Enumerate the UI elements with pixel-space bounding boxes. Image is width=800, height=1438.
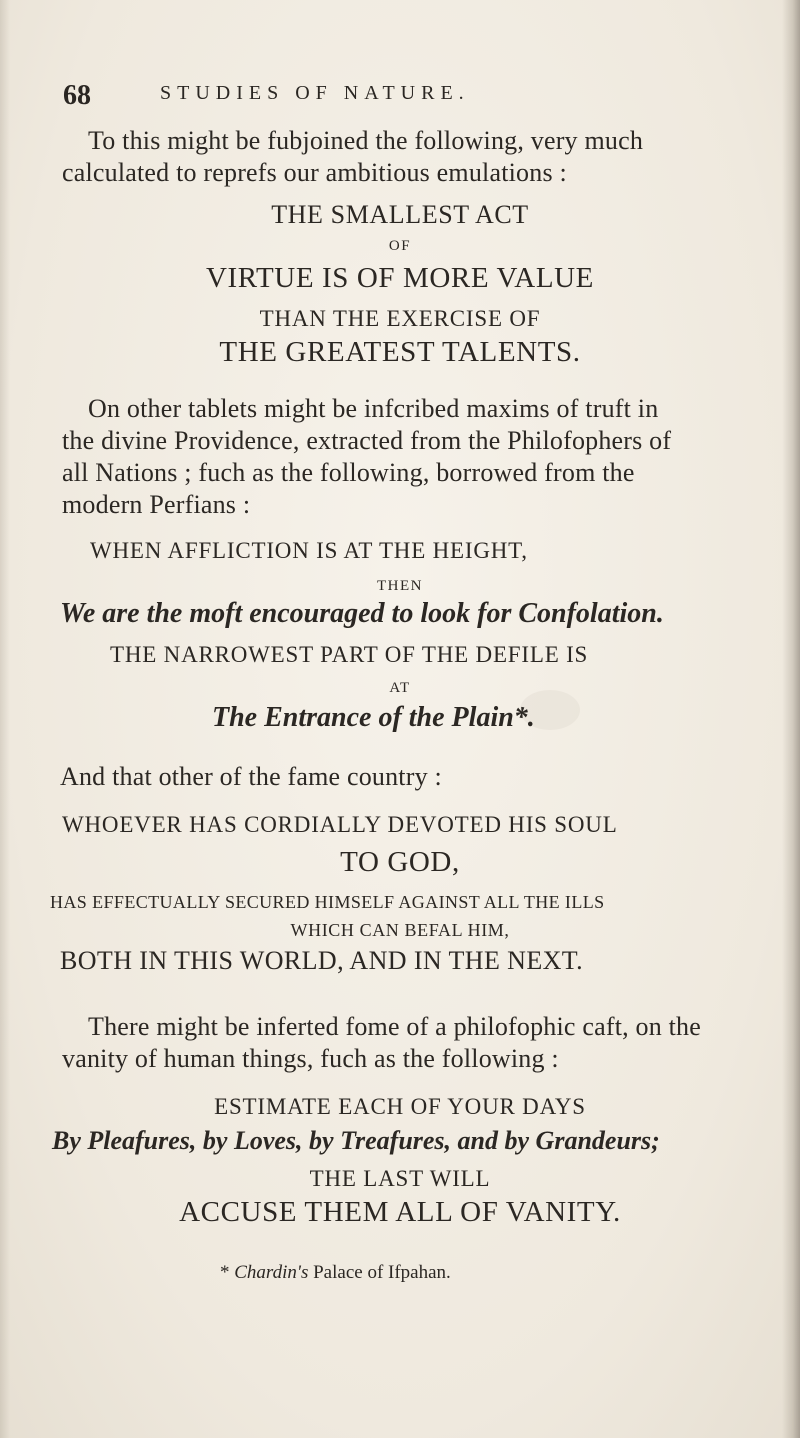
- paragraph-line: On other tablets might be infcribed maxims of truft in: [88, 394, 659, 423]
- maxim-line: THAN THE EXERCISE OF: [259, 306, 541, 331]
- paragraph-line: the divine Providence, extracted from the Philofophers of: [62, 426, 672, 455]
- maxim-line: TO GOD,: [340, 846, 460, 878]
- paragraph-line: all Nations ; fuch as the following, borrowed from the: [62, 458, 635, 487]
- maxim-line: THE LAST WILL: [309, 1166, 491, 1191]
- maxim-line: BOTH IN THIS WORLD, AND IN THE NEXT.: [60, 946, 584, 975]
- running-head-title: STUDIES OF NATURE.: [160, 82, 470, 104]
- paragraph-line: To this might be fubjoined the following, very much: [88, 126, 644, 155]
- paragraph-line: And that other of the fame country :: [60, 762, 442, 791]
- maxim-line: We are the moft encouraged to look for Confolation.: [60, 598, 664, 629]
- maxim-line: WHICH CAN BEFAL HIM,: [290, 920, 510, 940]
- footnote-marker: *: [220, 1262, 230, 1283]
- footnote-text: Palace of Ifpahan.: [313, 1262, 451, 1283]
- maxim-line: OF: [388, 238, 412, 254]
- footnote: [220, 1262, 451, 1284]
- footnote-author: Chardin's: [234, 1262, 309, 1283]
- maxim-line: WHOEVER HAS CORDIALLY DEVOTED HIS SOUL: [62, 812, 618, 837]
- maxim-line: THE SMALLEST ACT: [271, 200, 529, 229]
- maxim-line: The Entrance of the Plain*.: [212, 702, 535, 733]
- paragraph-line: vanity of human things, fuch as the following :: [62, 1044, 559, 1073]
- maxim-line: ESTIMATE EACH OF YOUR DAYS: [214, 1094, 586, 1119]
- maxim-line: WHEN AFFLICTION IS AT THE HEIGHT,: [90, 538, 528, 563]
- maxim-line: AT: [389, 680, 411, 696]
- paragraph-line: calculated to reprefs our ambitious emulations :: [62, 158, 567, 187]
- maxim-line: THEN: [377, 578, 423, 594]
- paragraph-line: There might be inferted fome of a philofophic caft, on the: [88, 1012, 701, 1041]
- maxim-line: By Pleafures, by Loves, by Treafures, and by Grandeurs;: [52, 1126, 660, 1155]
- maxim-line: HAS EFFECTUALLY SECURED HIMSELF AGAINST ALL THE ILLS: [50, 892, 605, 912]
- paragraph-line: modern Perfians :: [62, 490, 251, 519]
- maxim-line: THE NARROWEST PART OF THE DEFILE IS: [110, 642, 589, 667]
- maxim-line: THE GREATEST TALENTS.: [219, 336, 581, 368]
- maxim-line: VIRTUE IS OF MORE VALUE: [205, 262, 594, 294]
- maxim-line: ACCUSE THEM ALL OF VANITY.: [179, 1196, 621, 1228]
- page-number: 68: [63, 80, 91, 111]
